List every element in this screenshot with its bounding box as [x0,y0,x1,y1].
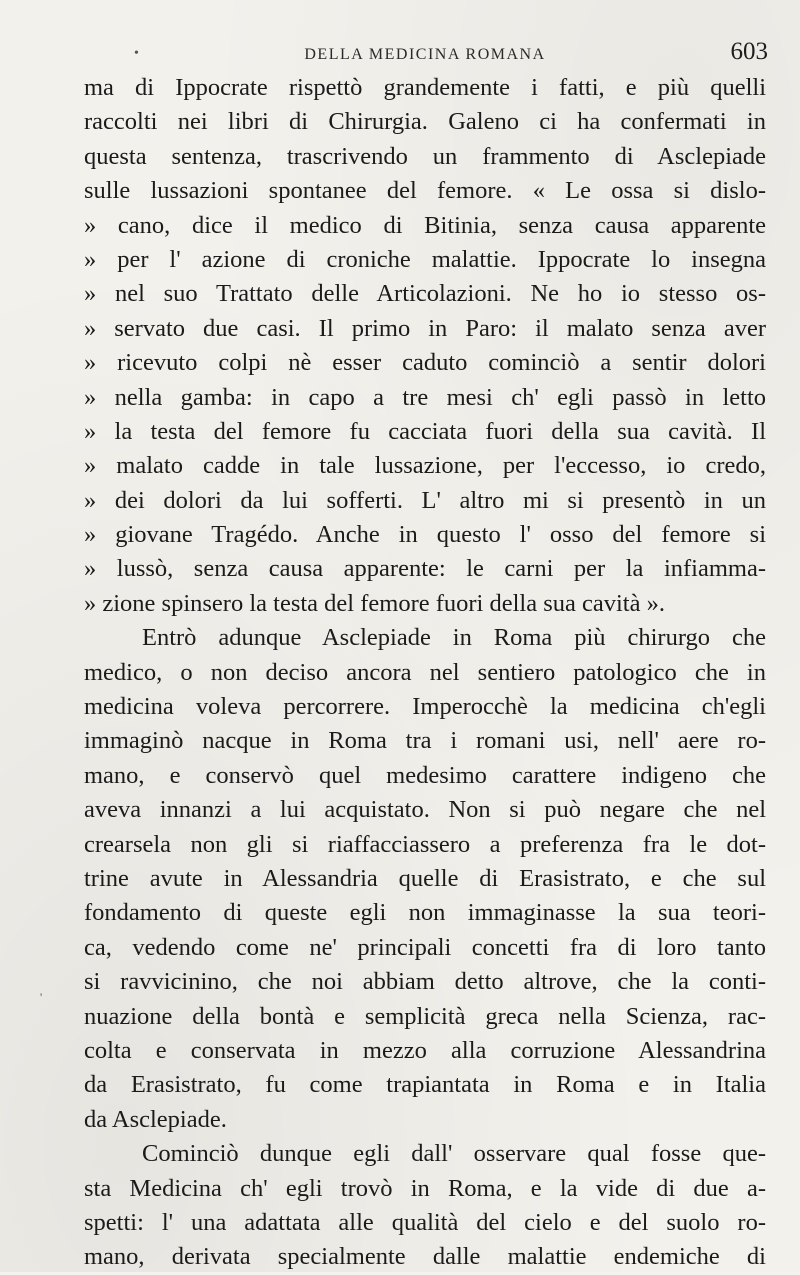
text-line: » nella gamba: in capo a tre mesi ch' egli passò in letto [84,383,766,411]
text-line: da Asclepiade. [84,1105,227,1133]
text-line: » zione spinsero la testa del femore fuori della sua cavità ». [84,589,665,617]
text-line: sulle lussazioni spontanee del femore. « Le ossa si dislo- [84,177,766,205]
text-line: questa sentenza, trascrivendo un frammento di Asclepiade [84,142,766,170]
text-line: » per l' azione di croniche malattie. Ippocrate lo insegna [84,245,766,273]
text-line: si ravvicinino, che noi abbiam detto altrove, che la conti- [84,968,766,996]
text-line: » malato cadde in tale lussazione, per l'eccesso, io credo, [84,452,766,480]
text-line: Cominciò dunque egli dall' osservare qual fosse que- [142,1140,766,1168]
text-line: raccolti nei libri di Chirurgia. Galeno ci ha confermati in [84,108,766,136]
text-line: spetti: l' una adattata alle qualità del cielo e del suolo ro- [84,1208,766,1236]
text-line: Entrò adunque Asclepiade in Roma più chirurgo che [142,624,766,652]
text-line: sta Medicina ch' egli trovò in Roma, e la vide di due a- [84,1174,766,1202]
running-title: DELLA MEDICINA ROMANA [304,46,546,63]
text-line: nuazione della bontà e semplicità greca nella Scienza, rac- [84,1002,766,1030]
text-line: » servato due casi. Il primo in Paro: il malato senza aver [84,314,766,342]
text-line: ma di Ippocrate rispettò grandemente i fatti, e più quelli [84,74,766,101]
body-text [84,71,766,1275]
page-header [84,38,766,72]
text-line: mano, derivata specialmente dalle malattie endemiche di [84,1243,766,1271]
text-line: » cano, dice il medico di Bitinia, senza causa apparente [84,211,766,239]
text-line: » nel suo Trattato delle Articolazioni. Ne ho io stesso os- [84,280,766,308]
text-line: » giovane Tragédo. Anche in questo l' osso del femore si [84,521,766,549]
text-line: » lussò, senza causa apparente: le carni per la infiamma- [84,555,766,583]
text-line: mano, e conservò quel medesimo carattere indigeno che [84,761,766,789]
margin-speck: • [134,46,139,61]
text-line: medicina voleva percorrere. Imperocchè la medicina ch'egli [84,693,766,721]
text-line: fondamento di queste egli non immaginasse la sua teori- [84,899,766,927]
text-line: trine avute in Alessandria quelle di Erasistrato, e che sul [84,864,766,892]
text-line: colta e conservata in mezzo alla corruzione Alessandrina [84,1036,766,1064]
text-line: da Erasistrato, fu come trapiantata in Roma e in Italia [84,1071,766,1099]
margin-speck: ' [40,990,43,1004]
text-line: aveva innanzi a lui acquistato. Non si può negare che nel [84,796,766,824]
text-line: medico, o non deciso ancora nel sentiero patologico che in [84,658,766,686]
text-line: » la testa del femore fu cacciata fuori della sua cavità. Il [84,417,766,445]
text-line: crearsela non gli si riaffacciassero a preferenza fra le dot- [84,830,766,858]
page-number: 603 [730,38,768,65]
text-line: » dei dolori da lui sofferti. L' altro mi si presentò in un [84,486,766,514]
text-line: immaginò nacque in Roma tra i romani usi, nell' aere ro- [84,727,766,755]
text-line: » ricevuto colpi nè esser caduto cominciò a sentir dolori [84,349,766,377]
text-line: ca, vedendo come ne' principali concetti fra di loro tanto [84,933,766,961]
